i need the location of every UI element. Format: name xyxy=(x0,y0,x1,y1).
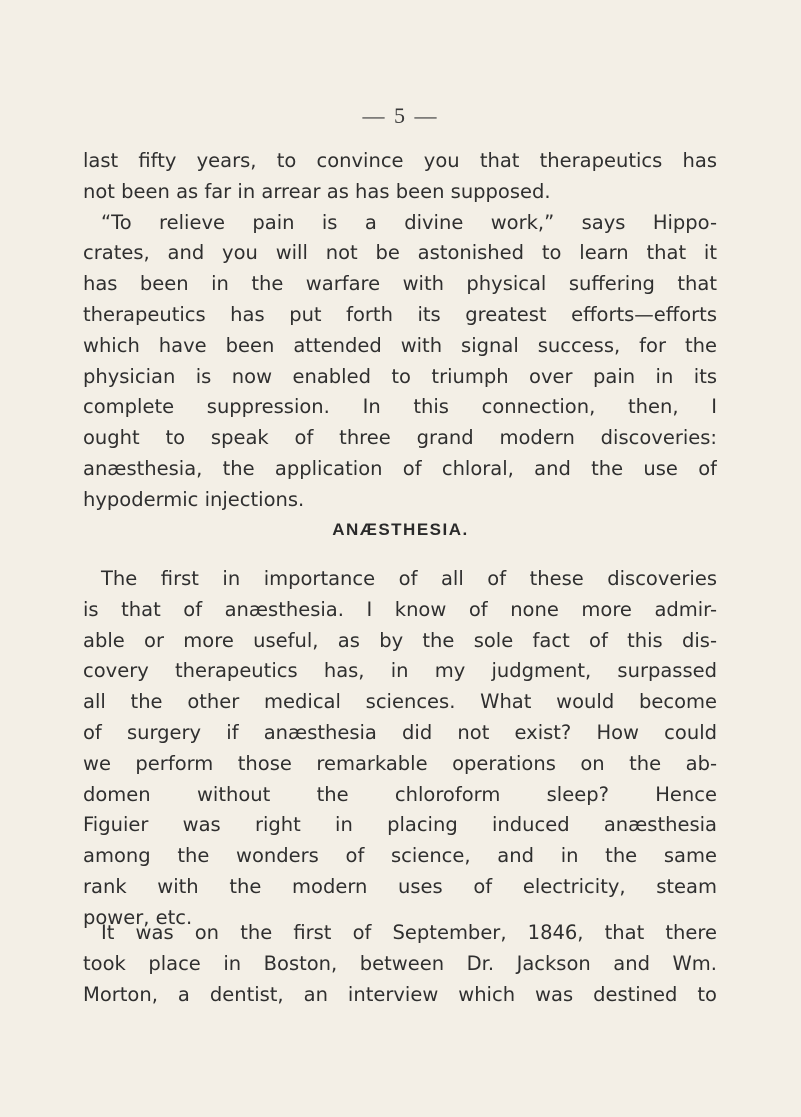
text-line: last fifty years, to convince you that therapeutics has xyxy=(83,149,717,172)
text-line: which have been attended with signal success, for the xyxy=(83,333,717,357)
text-line: Morton, a dentist, an interview which was destined to xyxy=(83,982,717,1006)
text-line: all the other medical sciences. What would become xyxy=(83,690,717,714)
text-line: therapeutics has put forth its greatest efforts—efforts xyxy=(83,302,717,326)
text-line: is that of anæsthesia. I know of none more admir- xyxy=(83,597,717,621)
text-line: The first in importance of all of these discoveries xyxy=(101,567,717,590)
page-number: — 5 — xyxy=(362,103,439,128)
text-line: “To relieve pain is a divine work,” says Hippo- xyxy=(101,210,717,234)
text-line: crates, and you will not be astonished to learn that it xyxy=(83,241,717,265)
text-line: power, etc. xyxy=(83,905,193,929)
text-line: among the wonders of science, and in the same xyxy=(83,844,717,868)
text-line: covery therapeutics has, in my judgment, surpassed xyxy=(83,659,717,683)
section-heading: ANÆSTHESIA. xyxy=(332,520,469,539)
text-line: ought to speak of three grand modern discoveries: xyxy=(83,426,717,450)
paragraph-3 xyxy=(83,918,717,1010)
text-line: hypodermic injections. xyxy=(83,487,305,511)
text-line: took place in Boston, between Dr. Jackson and Wm. xyxy=(83,951,717,975)
text-line: Figuier was right in placing induced anæsthesia xyxy=(83,813,717,837)
text-line: has been in the warfare with physical suffering that xyxy=(83,272,717,296)
text-line: rank with the modern uses of electricity, steam xyxy=(83,874,717,898)
text-line: we perform those remarkable operations on the ab- xyxy=(83,751,717,775)
paragraph-1 xyxy=(83,146,717,516)
text-line: not been as far in arrear as has been supposed. xyxy=(83,179,551,203)
text-line: domen without the chloroform sleep? Hence xyxy=(83,782,717,806)
text-line: anæsthesia, the application of chloral, and the use of xyxy=(83,456,717,480)
text-line: of surgery if anæsthesia did not exist? How could xyxy=(83,720,717,744)
paragraph-2 xyxy=(83,564,717,934)
text-line: It was on the first of September, 1846, that there xyxy=(101,921,717,944)
text-line: physician is now enabled to triumph over pain in its xyxy=(83,364,717,388)
text-line: able or more useful, as by the sole fact of this dis- xyxy=(83,628,717,652)
text-line: complete suppression. In this connection, then, I xyxy=(83,395,717,419)
